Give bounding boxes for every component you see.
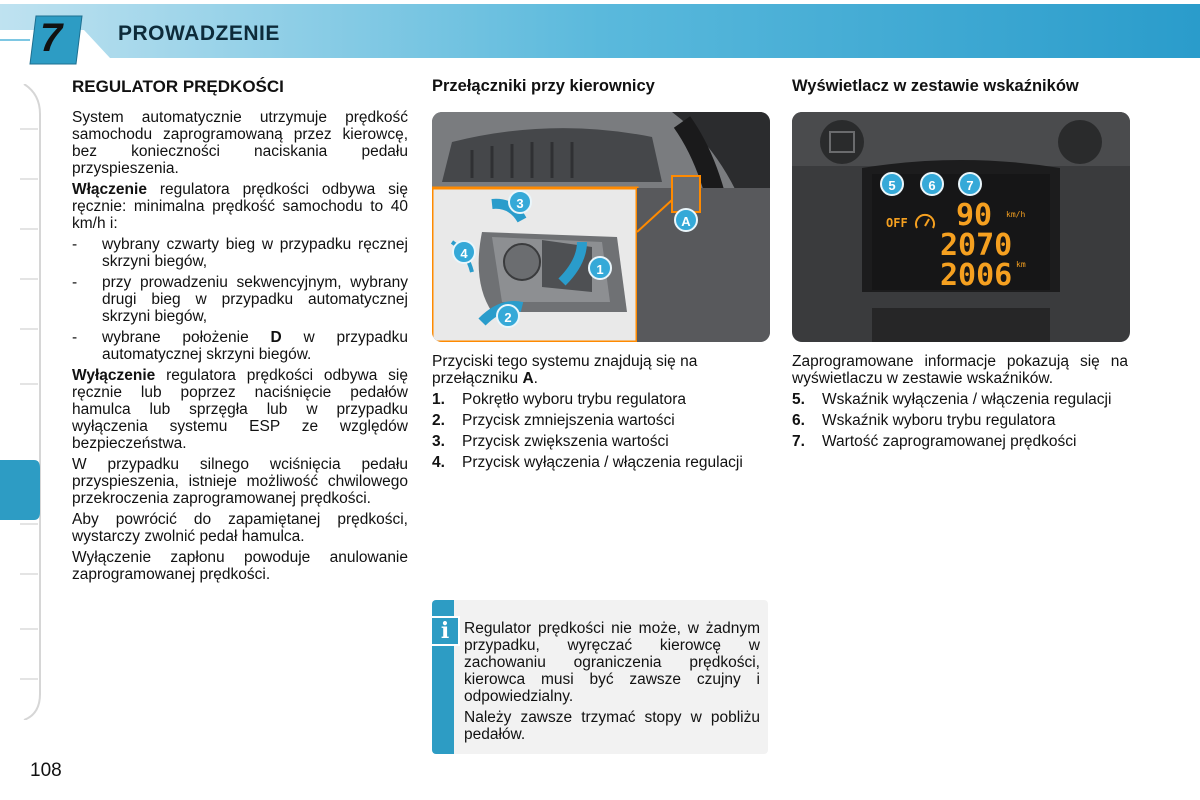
info-icon: i [430, 616, 460, 646]
list-item: - wybrane położenie D w przypadku automatycznej skrzyni biegów. [72, 329, 408, 363]
section-heading: Przełączniki przy kierownicy [432, 77, 655, 95]
info-paragraph: Należy zawsze trzymać stopy w pobliżu pedałów. [464, 709, 760, 743]
chapter-number: 7 [40, 16, 63, 60]
speed-value: 90 [956, 198, 993, 233]
display-intro: Zaprogramowane informacje pokazują się na wyświetlaczu w zestawie wskaźników. [792, 353, 1128, 387]
callout-6: 6 [920, 172, 944, 196]
callout-1: 1 [588, 256, 612, 280]
right-column [792, 78, 1130, 95]
odometer-unit: km [1016, 260, 1026, 269]
list-item: 7. Wartość zaprogramowanej prędkości [792, 433, 1077, 450]
list-item: - wybrany czwarty bieg w przypadku ręcznej skrzyni biegów, [72, 236, 408, 270]
instrument-display-photo [792, 112, 1130, 342]
right-text [792, 353, 1128, 450]
page-title: PROWADZENIE [118, 22, 280, 45]
enable-paragraph: Włączenie regulatora prędkości odbywa się ręcznie: minimalna prędkość samochodu to 40 km/h i: [72, 181, 408, 232]
ignition-paragraph: Wyłączenie zapłonu powoduje anulowanie zaprogramowanej prędkości. [72, 549, 408, 583]
callout-5: 5 [880, 172, 904, 196]
info-box [432, 600, 768, 754]
callout-3: 3 [508, 190, 532, 214]
callout-A: A [674, 208, 698, 232]
conditions-list [72, 236, 408, 363]
info-text [464, 620, 760, 743]
callout-4: 4 [452, 240, 476, 264]
chapter-side-tabs [0, 84, 42, 720]
list-item: 1. Pokrętło wyboru trybu regulatora [432, 391, 687, 408]
steering-switch-photo [432, 112, 770, 342]
disable-paragraph: Wyłączenie regulatora prędkości odbywa się ręcznie lub poprzez naciśnięcie pedałów hamulca lub sprzęgła lub w przypadku wyłączenia systemu ESP ze względów bezpieczeństwa. [72, 367, 408, 452]
speed-unit: km/h [1006, 210, 1026, 219]
active-chapter-tab[interactable] [0, 460, 40, 520]
odometer-line-1: 2070 [940, 228, 1013, 263]
return-paragraph: Aby powrócić do zapamiętanej prędkości, wystarczy zwolnić pedał hamulca. [72, 511, 408, 545]
kickdown-paragraph: W przypadku silnego wciśnięcia pedału przyspieszenia, istnieje możliwość chwilowego przekroczenia zaprogramowanej prędkości. [72, 456, 408, 507]
intro-paragraph: System automatycznie utrzymuje prędkość samochodu zaprogramowaną przez kierowcę, bez konieczności naciskania pedału przyspieszenia. [72, 109, 408, 177]
callout-7: 7 [958, 172, 982, 196]
off-indicator: OFF [886, 216, 908, 230]
list-item: 2. Przycisk zmniejszenia wartości [432, 412, 675, 429]
middle-text [432, 353, 770, 471]
info-paragraph: Regulator prędkości nie może, w żadnym przypadku, wyręczać kierowcę w zachowaniu ograniczenia prędkości, kierowca musi być zawsze czujny i odpowiedzialny. [464, 620, 760, 705]
display-list [792, 391, 1128, 450]
list-item: 4. Przycisk wyłączenia / włączenia regulacji [432, 454, 743, 471]
middle-column [432, 78, 770, 95]
list-item: 6. Wskaźnik wyboru trybu regulatora [792, 412, 1056, 429]
section-heading: REGULATOR PRĘDKOŚCI [72, 77, 284, 96]
list-item: 5. Wskaźnik wyłączenia / włączenia regulacji [792, 391, 1112, 408]
list-item: 3. Przycisk zwiększenia wartości [432, 433, 669, 450]
controls-list [432, 391, 770, 471]
speedometer-icon [914, 212, 936, 232]
switch-intro: Przyciski tego systemu znajdują się na przełączniku A. [432, 353, 698, 387]
list-item: - przy prowadzeniu sekwencyjnym, wybrany drugi bieg w przypadku automatycznej skrzyni biegów, [72, 274, 408, 325]
left-column [72, 78, 408, 583]
page-number: 108 [30, 760, 62, 781]
page-header [0, 0, 1200, 60]
callout-2: 2 [496, 304, 520, 328]
section-heading: Wyświetlacz w zestawie wskaźników [792, 77, 1079, 95]
odometer-line-2: 2006 [940, 258, 1013, 293]
